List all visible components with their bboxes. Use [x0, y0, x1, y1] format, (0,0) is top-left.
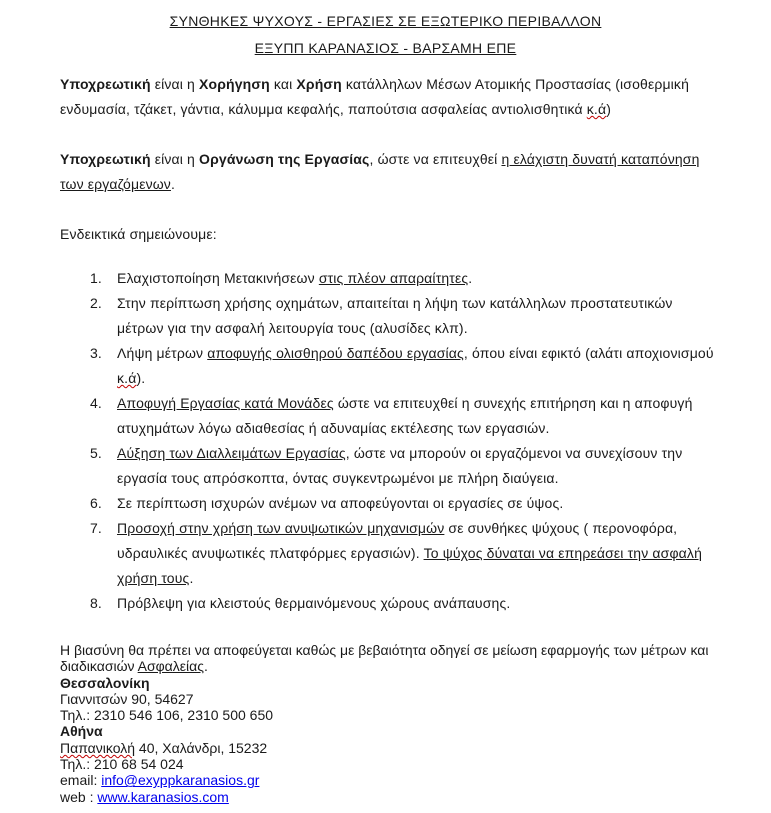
- text-run: Ελαχιστοποίηση Μετακινήσεων: [117, 270, 319, 286]
- emphasis-use: Χρήση: [296, 76, 342, 92]
- spellcheck-word: κ.ά: [117, 370, 137, 386]
- underlined-phrase: στις πλέον απαραίτητες: [318, 270, 469, 286]
- text-run: κατάλληλων Μέσων Ατομικής Προστασίας (ισοθερμική ενδυμασία, τζάκετ, γάντια, κάλυμμα κεφαλής, παπούτσια ασφαλείας αντιολισθητικά: [60, 76, 690, 117]
- list-item: [60, 266, 720, 291]
- web-label: web :: [60, 788, 98, 805]
- list-number: 7.: [90, 520, 102, 536]
- office-city-athens: Αθήνα: [60, 723, 103, 740]
- text-run: Η βιασύνη θα πρέπει να αποφεύγεται καθώς με βεβαιότητα οδηγεί σε μείωση εφαρμογής των μέτρων και διαδικασιών: [60, 642, 709, 675]
- spellcheck-word: κ.ά: [586, 101, 607, 117]
- list-item: [60, 491, 720, 516]
- underlined-phrase: Το ψύχος δύναται να επηρεάσει την ασφαλή χρήση τους: [117, 545, 703, 586]
- office-phone: Τηλ.: 2310 546 106, 2310 500 650: [60, 707, 274, 724]
- text-run: είναι η: [150, 76, 200, 92]
- paragraph-ppe: [60, 72, 720, 122]
- list-number: 4.: [90, 395, 102, 411]
- text-run: ώστε να επιτευχθεί η συνεχής επιτήρηση και η αποφυγή ατυχημάτων λόγω αδιαθεσίας ή αδυναμίας εκτέλεσης των εργασιών.: [117, 395, 693, 436]
- underlined-phrase: Προσοχή στην χρήση των ανυψωτικών μηχανισμών: [117, 520, 445, 536]
- list-number: 5.: [90, 445, 102, 461]
- text-run: .: [203, 658, 208, 675]
- company-title: ΕΞΥΠΠ ΚΑΡΑΝΑΣΙΟΣ - ΒΑΡΣΑΜΗ ΕΠΕ: [254, 40, 517, 56]
- text-run: σε συνθήκες ψύχους ( περονοφόρα, υδραυλικές ανυψωτικές πλατφόρμες εργασιών).: [117, 520, 678, 561]
- email-link[interactable]: info@exyppkaranasios.gr: [101, 772, 260, 789]
- underlined-phrase: Αύξηση των Διαλλειμάτων Εργασίας: [117, 445, 346, 461]
- text-run: .: [468, 270, 473, 286]
- measures-list: [60, 266, 720, 616]
- office-city-thessaloniki: Θεσσαλονίκη: [60, 674, 150, 691]
- document-title: ΣΥΝΘΗΚΕΣ ΨΥΧΟΥΣ - ΕΡΓΑΣΙΕΣ ΣΕ ΕΞΩΤΕΡΙΚΟ ΠΕΡΙΒΑΛΛΟΝ: [169, 13, 602, 29]
- list-number: 1.: [90, 270, 102, 286]
- office-address: Γιαννιτσών 90, 54627: [60, 690, 194, 707]
- intro-text: Ενδεικτικά σημειώνουμε:: [60, 226, 217, 242]
- website-link[interactable]: www.karanasios.com: [97, 788, 229, 805]
- text-run: , ώστε να μπορούν οι εργαζόμενοι να συνεχίσουν την εργασία τους απρόσκοπτα, όντας συγκεντρωμένοι με πλήρη διαύγεια.: [117, 445, 683, 486]
- emphasis-organization: Οργάνωση της Εργασίας: [199, 151, 370, 167]
- list-item: [60, 591, 720, 616]
- text-run: είναι η: [150, 151, 200, 167]
- paragraph-organization: [60, 147, 720, 197]
- web-line: [60, 789, 750, 805]
- text-run: Στην περίπτωση χρήσης οχημάτων, απαιτείται η λήψη των κατάλληλων προστατευτικών μέτρων για την ασφαλή λειτουργία τους (αλυσίδες κλπ).: [117, 295, 673, 336]
- text-run: 40, Χαλάνδρι, 15232: [135, 739, 268, 756]
- text-run: .: [170, 176, 176, 192]
- emphasis-mandatory: Υποχρεωτική: [60, 151, 151, 167]
- underlined-phrase: Ασφαλείας: [137, 658, 204, 675]
- office-phone: Τηλ.: 210 68 54 024: [60, 756, 184, 773]
- list-number: 2.: [90, 295, 102, 311]
- list-item: [60, 441, 720, 491]
- email-label: email:: [60, 772, 102, 789]
- list-item: [60, 291, 720, 341]
- text-run: , όπου είναι εφικτό (αλάτι αποχιονισμού: [463, 345, 714, 361]
- list-item: [60, 391, 720, 441]
- list-number: 6.: [90, 495, 102, 511]
- text-run: Πρόβλεψη για κλειστούς θερμαινόμενους χώρους ανάπαυσης.: [117, 595, 511, 611]
- footer-block: [60, 642, 750, 805]
- email-line: [60, 772, 750, 788]
- list-item: [60, 341, 720, 391]
- closing-paragraph: [60, 642, 750, 675]
- list-number: 8.: [90, 595, 102, 611]
- spellcheck-word: Παπανικολή: [60, 739, 136, 756]
- list-number: 3.: [90, 345, 102, 361]
- text-run: .: [189, 570, 194, 586]
- text-run: Σε περίπτωση ισχυρών ανέμων να αποφεύγονται οι εργασίες σε ύψος.: [117, 495, 564, 511]
- text-run: , ώστε να επιτευχθεί: [369, 151, 502, 167]
- text-run: ): [606, 101, 612, 117]
- emphasis-mandatory: Υποχρεωτική: [60, 76, 151, 92]
- emphasis-provision: Χορήγηση: [199, 76, 270, 92]
- office-address: [60, 740, 750, 756]
- list-item: [60, 516, 720, 591]
- underlined-phrase: Αποφυγή Εργασίας κατά Μονάδες: [117, 395, 334, 411]
- text-run: Λήψη μέτρων: [117, 345, 208, 361]
- underlined-phrase: αποφυγής ολισθηρού δαπέδου εργασίας: [207, 345, 464, 361]
- text-run: ).: [136, 370, 146, 386]
- underlined-phrase: η ελάχιστη δυνατή καταπόνηση των εργαζόμενων: [60, 151, 700, 192]
- text-run: και: [269, 76, 297, 92]
